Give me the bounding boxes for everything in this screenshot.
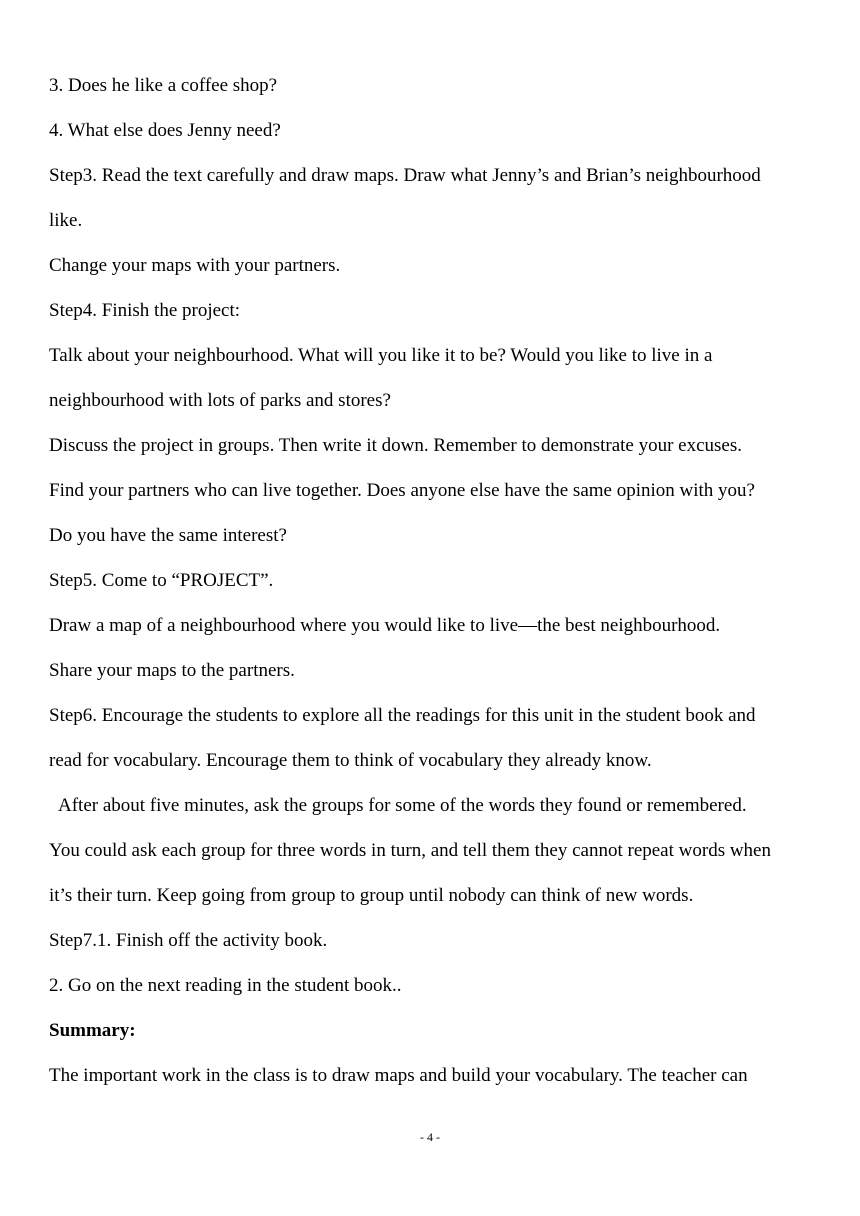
text-line-keep-going: it’s their turn. Keep going from group to group until nobody can think of new words. — [49, 885, 694, 906]
text-line-ask-groups: You could ask each group for three words in turn, and tell them they cannot repeat words when — [49, 840, 771, 861]
text-line-step7: Step7.1. Finish off the activity book. — [49, 930, 328, 951]
text-line-step6-cont: read for vocabulary. Encourage them to think of vocabulary they already know. — [49, 750, 652, 771]
text-line-discuss-project: Discuss the project in groups. Then write it down. Remember to demonstrate your excuses. — [49, 435, 742, 456]
text-line-next-reading: 2. Go on the next reading in the student book.. — [49, 975, 402, 996]
summary-heading: Summary: — [49, 1020, 136, 1041]
text-line-talk-neighbourhood-cont: neighbourhood with lots of parks and stores? — [49, 390, 391, 411]
text-line-step3-cont: like. — [49, 210, 83, 231]
text-line-step4: Step4. Finish the project: — [49, 300, 241, 321]
text-line-step6: Step6. Encourage the students to explore all the readings for this unit in the student book and — [49, 705, 756, 726]
text-line-find-partners: Find your partners who can live together. Does anyone else have the same opinion with you? — [49, 480, 755, 501]
text-line-talk-neighbourhood: Talk about your neighbourhood. What will you like it to be? Would you like to live in a — [49, 345, 713, 366]
text-line-same-interest: Do you have the same interest? — [49, 525, 287, 546]
text-line-summary: The important work in the class is to draw maps and build your vocabulary. The teacher can — [49, 1065, 748, 1086]
text-line-draw-map: Draw a map of a neighbourhood where you would like to live—the best neighbourhood. — [49, 615, 721, 636]
text-line-change-maps: Change your maps with your partners. — [49, 255, 341, 276]
text-line-share-maps: Share your maps to the partners. — [49, 660, 295, 681]
text-line-step3: Step3. Read the text carefully and draw maps. Draw what Jenny’s and Brian’s neighbourhood — [49, 165, 761, 186]
page-number: - 4 - — [420, 1130, 440, 1144]
text-line-step5: Step5. Come to “PROJECT”. — [49, 570, 274, 591]
text-line-five-minutes: After about five minutes, ask the groups for some of the words they found or remembered. — [58, 795, 747, 816]
text-line-question-3: 3. Does he like a coffee shop? — [49, 75, 278, 96]
text-line-question-4: 4. What else does Jenny need? — [49, 120, 281, 141]
